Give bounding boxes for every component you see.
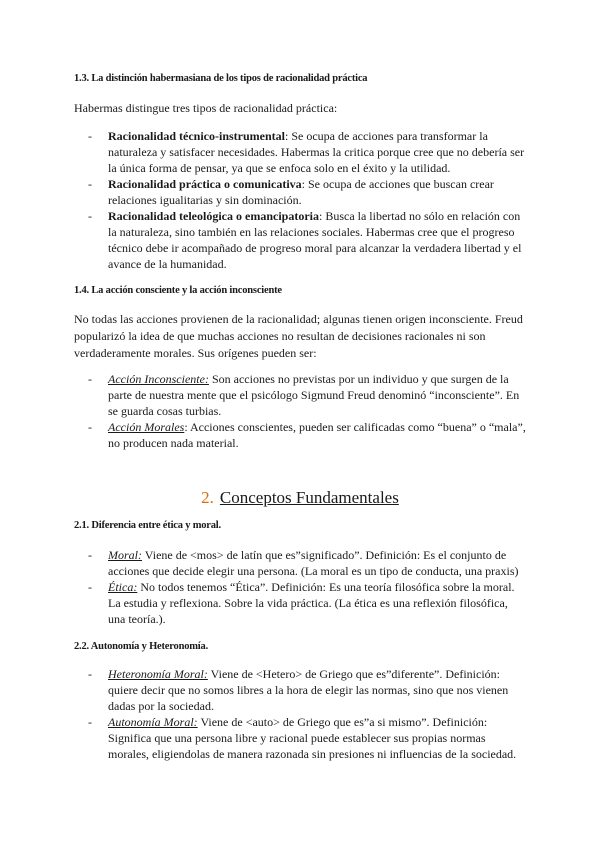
list-1-3 bbox=[88, 128, 528, 272]
term: Ética: bbox=[108, 580, 138, 594]
list-item: - Heteronomía Moral: Viene de <Hetero> de Griego que es”diferente”. Definición: quiere decir que no somos libres a la hora de elegir las normas, sino que nos vienen dadas por la sociedad. bbox=[88, 667, 509, 713]
list-item: - Racionalidad práctica o comunicativa: Se ocupa de acciones que buscan crear relaciones igualitarias y sin dominación. bbox=[88, 177, 494, 207]
list-item: - Autonomía Moral: Viene de <auto> de Griego que es”a si mismo”. Definición: Significa que una persona libre y racional puede establecer sus propias normas morales, eligiendolas de manera razonada sin presiones ni influencias de la sociedad. bbox=[88, 715, 517, 761]
term: Racionalidad técnico-instrumental bbox=[108, 129, 285, 143]
section-heading-1-4: 1.4. La acción consciente y la acción inconsciente bbox=[74, 285, 282, 296]
term: Acción Morales bbox=[108, 420, 185, 434]
term: Moral: bbox=[108, 548, 142, 562]
term: Acción Inconsciente: bbox=[108, 372, 209, 386]
section-heading-1-3: 1.3. La distinción habermasiana de los tipos de racionalidad práctica bbox=[74, 73, 368, 84]
list-item: - Racionalidad técnico-instrumental: Se ocupa de acciones para transformar la naturaleza y satisfacer necesidades. Habermas la critica porque cree que no debería ser la única forma de pensar, ya que se enfoca solo en el éxito y la utilidad. bbox=[88, 129, 525, 175]
term: Racionalidad teleológica o emancipatoria bbox=[108, 209, 319, 223]
list-item: - Racionalidad teleológica o emancipatoria: Busca la libertad no sólo en relación con la naturaleza, sino también en las relaciones sociales. Habermas cree que el progreso técnico debe ir acompañado de progreso moral para alcanzar la verdadera libertad y el avance de la humanidad. bbox=[88, 209, 522, 271]
list-2-1 bbox=[88, 547, 528, 627]
chapter-title: Conceptos Fundamentales bbox=[219, 488, 399, 507]
chapter-number: 2. bbox=[201, 488, 214, 507]
list-2-2 bbox=[88, 666, 528, 762]
term: Autonomía Moral: bbox=[108, 715, 198, 729]
list-item: - Acción Inconsciente: Son acciones no previstas por un individuo y que surgen de la parte de nuestra mente que el psicólogo Sigmund Freud denominó “inconsciente”. En se guarda cosas turbias. bbox=[88, 372, 520, 418]
term: Racionalidad práctica o comunicativa bbox=[108, 177, 302, 191]
paragraph-1-3-intro: Habermas distingue tres tipos de racionalidad práctica: bbox=[74, 101, 338, 115]
paragraph-1-4-intro: No todas las acciones provienen de la racionalidad; algunas tienen origen inconsciente. Freud popularizó la idea de que muchas acciones no resultan de decisiones racionales ni son verdaderamente morales. Sus orígenes pueden ser: bbox=[74, 312, 523, 360]
section-heading-2-2: 2.2. Autonomía y Heteronomía. bbox=[74, 641, 209, 652]
section-heading-2-1: 2.1. Diferencia entre ética y moral. bbox=[74, 520, 221, 531]
term: Heteronomía Moral: bbox=[108, 667, 208, 681]
list-item: - Acción Morales: Acciones conscientes, pueden ser calificadas como “buena” o “mala”, no producen nada material. bbox=[88, 420, 526, 450]
list-item: - Moral: Viene de <mos> de latín que es”significado”. Definición: Es el conjunto de acciones que decide elegir una persona. (La moral es un tipo de conducta, una praxis) bbox=[88, 548, 519, 578]
chapter-heading bbox=[0, 488, 600, 508]
list-item: - Ética: No todos tenemos “Ética”. Definición: Es una teoría filosófica sobre la moral. La estudia y reflexiona. Sobre la vida práctica. (La ética es una reflexión filosófica, una teoría.). bbox=[88, 580, 515, 626]
list-1-4 bbox=[88, 371, 528, 451]
